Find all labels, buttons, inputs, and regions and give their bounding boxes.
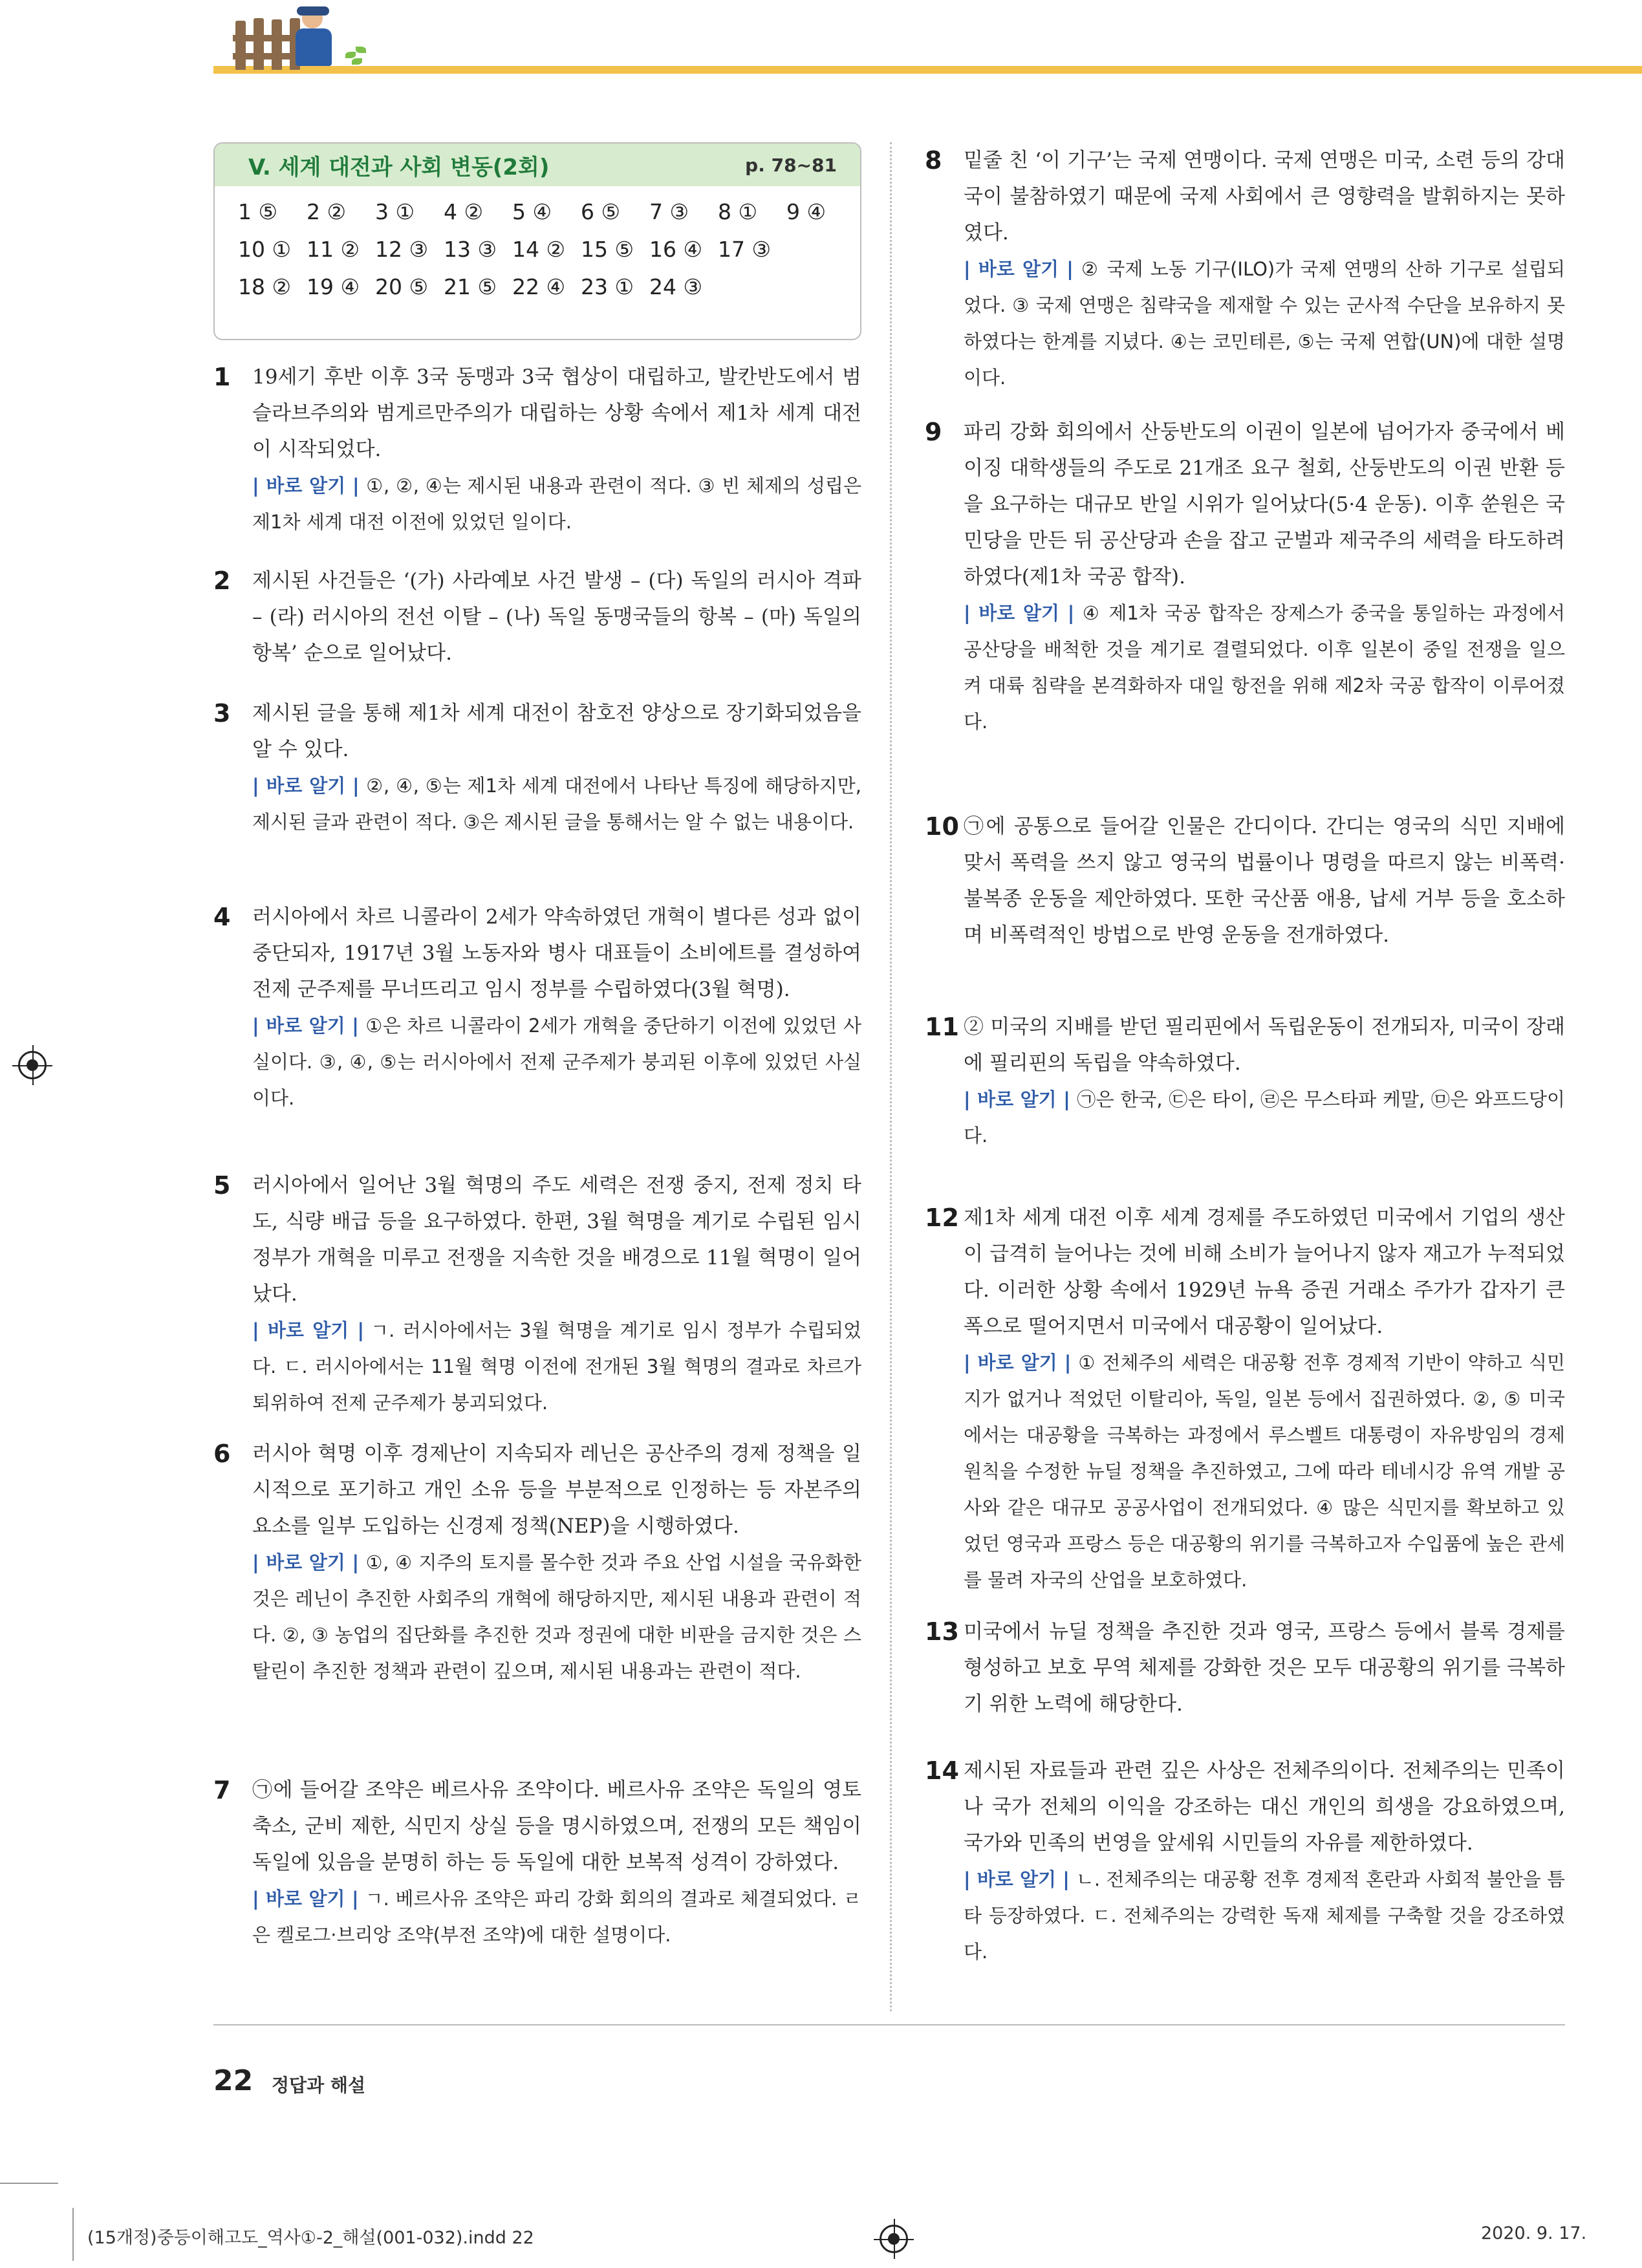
note-text: ② 국제 노동 기구(ILO)가 국제 연맹의 산하 기구로 설립되었다. ③ 국제 연맹은 침략국을 제재할 수 있는 군사적 수단을 보유하지 못하였다는 한계를 지녔다. ④는 코민테른, ⑤는 국제 연합(UN)에 대한 설명이다.	[964, 258, 1566, 389]
answer-item: 1 ⑤	[238, 199, 278, 224]
note-label: | 바로 알기 |	[252, 475, 360, 497]
answer-row	[238, 268, 860, 305]
answer-explanation	[925, 1009, 1565, 1154]
explanation-text: 제시된 글을 통해 제1차 세계 대전이 참호전 양상으로 장기화되었음을 알 수 있다.	[252, 702, 861, 761]
question-number: 10	[925, 812, 959, 841]
correct-note	[964, 595, 1565, 740]
bottom-rule	[213, 2024, 1565, 2025]
note-label: | 바로 알기 |	[252, 1551, 360, 1573]
explanation-text: ㉠에 공통으로 들어갈 인물은 간디이다. 간디는 영국의 식민 지배에 맞서 폭력을 쓰지 않고 영국의 법률이나 명령을 따르지 않는 비폭력·불복종 운동을 제안하였다. 또한 국산품 애용, 납세 거부 등을 호소하며 비폭력적인 방법으로 반영 운동을 전개하였다.	[964, 815, 1565, 947]
registration-mark-icon	[880, 2225, 908, 2253]
answer-item: 8 ①	[718, 199, 758, 224]
answer-item: 18 ②	[238, 274, 292, 299]
explanation-text: 러시아에서 일어난 3월 혁명의 주도 세력은 전쟁 중지, 전제 정치 타도, 식량 배급 등을 요구하였다. 한편, 3월 혁명을 계기로 수립된 임시 정부가 개혁을 미루고 전쟁을 지속한 것을 배경으로 11월 혁명이 일어났다.	[252, 1174, 861, 1306]
answer-explanation	[925, 142, 1565, 396]
question-number: 7	[213, 1776, 231, 1804]
note-label: | 바로 알기 |	[252, 1015, 359, 1037]
question-number: 4	[213, 903, 231, 931]
page-number: 22	[213, 2064, 254, 2097]
note-text: ②, ④, ⑤는 제1차 세계 대전에서 나타난 특징에 해당하지만, 제시된 글과 관련이 적다. ③은 제시된 글을 통해서는 알 수 없는 내용이다.	[252, 775, 861, 833]
answer-explanation	[213, 1167, 861, 1421]
answer-item: 14 ②	[512, 236, 566, 262]
page-label: 정답과 해설	[272, 2075, 365, 2096]
answer-explanation	[925, 808, 1565, 953]
correct-note	[252, 468, 861, 540]
column-divider	[890, 142, 892, 2011]
note-label: | 바로 알기 |	[252, 1888, 359, 1910]
question-number: 13	[925, 1617, 959, 1646]
question-number: 14	[925, 1756, 959, 1785]
answer-item: 3 ①	[375, 199, 415, 224]
note-text: ① 전체주의 세력은 대공황 전후 경제적 기반이 약하고 식민지가 없거나 적었던 이탈리아, 독일, 일본 등에서 집권하였다. ②, ⑤ 미국에서는 대공황을 극복하는 과정에서 루스벨트 대통령이 자유방임의 경제 원칙을 수정한 뉴딜 정책을 추진하였고, 그에 따라 테네시강 유역 개발 공사와 같은 대규모 공공사업이 전개되었다. ④ 많은 식민지를 확보하고 있었던 영국과 프랑스 등은 대공황의 위기를 극복하고자 수입품에 높은 관세를 물려 자국의 산업을 보호하였다.	[964, 1352, 1565, 1591]
note-label: | 바로 알기 |	[964, 602, 1075, 624]
answer-grid	[215, 186, 860, 305]
note-text: ④ 제1차 국공 합작은 장제스가 중국을 통일하는 과정에서 공산당을 배척한 것을 계기로 결렬되었다. 이후 일본이 중일 전쟁을 일으켜 대륙 침략을 본격화하자 대일 항전을 위해 제2차 국공 합작이 이루어졌다.	[964, 602, 1565, 733]
answer-item: 7 ③	[649, 199, 689, 224]
answer-item: 21 ⑤	[444, 274, 497, 299]
answer-item: 9 ④	[786, 199, 826, 224]
answer-explanation	[925, 1753, 1565, 1970]
note-text: ①은 차르 니콜라이 2세가 개혁을 중단하기 이전에 있었던 사실이다. ③, ④, ⑤는 러시아에서 전제 군주제가 붕괴된 이후에 있었던 사실이다.	[252, 1015, 861, 1109]
header-bar	[213, 66, 1642, 74]
answer-explanation	[213, 563, 861, 671]
gardener-illustration	[288, 6, 340, 71]
correct-note	[964, 1081, 1565, 1154]
note-text: ①, ④ 지주의 토지를 몰수한 것과 주요 산업 시설을 국유화한 것은 레닌이 추진한 사회주의 개혁에 해당하지만, 제시된 내용과 관련이 적다. ②, ③ 농업의 집단화를 추진한 것과 정권에 대한 비판을 금지한 것은 스탈린이 추진한 정책과 관련이 깊으며, 제시된 내용과는 관련이 적다.	[252, 1551, 861, 1682]
note-text: ㄱ. 베르사유 조약은 파리 강화 회의의 결과로 체결되었다. ㄹ은 켈로그·브리앙 조약(부전 조약)에 대한 설명이다.	[252, 1888, 861, 1946]
note-label: | 바로 알기 |	[964, 1868, 1070, 1890]
answer-explanation	[213, 695, 861, 840]
question-number: 3	[213, 699, 231, 728]
explanation-text: 19세기 후반 이후 3국 동맹과 3국 협상이 대립하고, 발칸반도에서 범슬라브주의와 범게르만주의가 대립하는 상황 속에서 제1차 세계 대전이 시작되었다.	[252, 365, 861, 461]
correct-note	[252, 1008, 861, 1116]
crop-tick	[72, 2208, 74, 2261]
question-number: 11	[925, 1013, 959, 1041]
answer-summary-box	[213, 142, 861, 340]
print-date: 2020. 9. 17.	[1481, 2223, 1587, 2243]
answer-explanation	[213, 359, 861, 540]
answer-item: 13 ③	[444, 236, 497, 262]
note-text: ㄴ. 전체주의는 대공황 전후 경제적 혼란과 사회적 불안을 틈타 등장하였다. ㄷ. 전체주의는 강력한 독재 체제를 구축할 것을 강조하였다.	[964, 1868, 1565, 1963]
note-label: | 바로 알기 |	[964, 1088, 1070, 1110]
correct-note	[252, 1544, 861, 1689]
answer-item: 23 ①	[581, 274, 634, 299]
answer-explanation	[213, 899, 861, 1116]
answer-explanation	[213, 1436, 861, 1689]
correct-note	[252, 1881, 861, 1953]
correct-note	[964, 251, 1565, 396]
answer-box-header	[215, 144, 860, 186]
section-pages: p. 78~81	[745, 154, 837, 176]
answer-item: 15 ⑤	[581, 236, 634, 262]
answer-item: 4 ②	[444, 199, 484, 224]
answer-item: 5 ④	[512, 199, 552, 224]
registration-mark-icon	[18, 1051, 47, 1079]
note-label: | 바로 알기 |	[964, 1352, 1072, 1374]
correct-note	[964, 1345, 1565, 1598]
answer-explanation	[213, 1772, 861, 1953]
explanation-text: 제시된 자료들과 관련 깊은 사상은 전체주의이다. 전체주의는 민족이나 국가 전체의 이익을 강조하는 대신 개인의 희생을 강요하였으며, 국가와 민족의 번영을 앞세워 시민들의 자유를 제한하였다.	[964, 1759, 1565, 1855]
answer-item: 16 ④	[649, 236, 703, 262]
answer-item: 10 ①	[238, 236, 292, 262]
note-label: | 바로 알기 |	[252, 1319, 365, 1341]
sprout-illustration	[343, 45, 369, 69]
note-label: | 바로 알기 |	[964, 258, 1074, 280]
question-number: 9	[925, 418, 942, 446]
answer-item: 19 ④	[307, 274, 360, 299]
explanation-text: ② 미국의 지배를 받던 필리핀에서 독립운동이 전개되자, 미국이 장래에 필리핀의 독립을 약속하였다.	[964, 1015, 1565, 1075]
answer-row	[238, 230, 860, 268]
explanation-text: 밑줄 친 ‘이 기구’는 국제 연맹이다. 국제 연맹은 미국, 소련 등의 강대국이 불참하였기 때문에 국제 사회에서 큰 영향력을 발휘하지는 못하였다.	[964, 149, 1565, 244]
answer-item: 2 ②	[307, 199, 347, 224]
explanation-text: 제시된 사건들은 ‘(가) 사라예보 사건 발생 – (다) 독일의 러시아 격파 – (라) 러시아의 전선 이탈 – (나) 독일 동맹국들의 항복 – (마) 독일의 항복’ 순으로 일어났다.	[252, 569, 861, 665]
answer-item: 12 ③	[375, 236, 429, 262]
answer-item: 24 ③	[649, 274, 703, 299]
explanation-text: ㉠에 들어갈 조약은 베르사유 조약이다. 베르사유 조약은 독일의 영토 축소, 군비 제한, 식민지 상실 등을 명시하였으며, 전쟁의 모든 책임이 독일에 있음을 분명히 하는 등 독일에 대한 보복적 성격이 강하였다.	[252, 1778, 861, 1874]
explanation-text: 파리 강화 회의에서 산둥반도의 이권이 일본에 넘어가자 중국에서 베이징 대학생들의 주도로 21개조 요구 철회, 산둥반도의 이권 반환 등을 요구하는 대규모 반일 시위가 일어났다(5·4 운동). 이후 쑨원은 국민당을 만든 뒤 공산당과 손을 잡고 군벌과 제국주의 세력을 타도하려 하였다(제1차 국공 합작).	[964, 420, 1565, 589]
section-title: V. 세계 대전과 사회 변동(2회)	[248, 154, 550, 180]
answer-item: 20 ⑤	[375, 274, 429, 299]
crop-line	[0, 2183, 58, 2184]
answer-item: 17 ③	[718, 236, 772, 262]
explanation-text: 러시아 혁명 이후 경제난이 지속되자 레닌은 공산주의 경제 정책을 일시적으로 포기하고 개인 소유 등을 부분적으로 인정하는 등 자본주의 요소를 일부 도입하는 신경제 정책(NEP)을 시행하였다.	[252, 1442, 861, 1538]
explanation-text: 제1차 세계 대전 이후 세계 경제를 주도하였던 미국에서 기업의 생산이 급격히 늘어나는 것에 비해 소비가 늘어나지 않자 재고가 누적되었다. 이러한 상황 속에서 1929년 뉴욕 증권 거래소 주가가 갑자기 큰 폭으로 떨어지면서 미국에서 대공황이 일어났다.	[964, 1206, 1565, 1338]
explanation-text: 미국에서 뉴딜 정책을 추진한 것과 영국, 프랑스 등에서 블록 경제를 형성하고 보호 무역 체제를 강화한 것은 모두 대공황의 위기를 극복하기 위한 노력에 해당한다.	[964, 1620, 1565, 1716]
question-number: 2	[213, 567, 231, 595]
question-number: 5	[213, 1171, 231, 1200]
explanation-text: 러시아에서 차르 니콜라이 2세가 약속하였던 개혁이 별다른 성과 없이 중단되자, 1917년 3월 노동자와 병사 대표들이 소비에트를 결성하여 전제 군주제를 무너뜨리고 임시 정부를 수립하였다(3월 혁명).	[252, 905, 861, 1001]
answer-item: 6 ⑤	[581, 199, 621, 224]
question-number: 12	[925, 1204, 959, 1232]
file-name: (15개정)중등이해고도_역사①-2_해설(001-032).indd 22	[87, 2228, 534, 2248]
answer-row	[238, 193, 860, 230]
question-number: 1	[213, 363, 231, 391]
answer-item: 22 ④	[512, 274, 566, 299]
correct-note	[252, 768, 861, 840]
answer-explanation	[925, 1614, 1565, 1722]
note-label: | 바로 알기 |	[252, 775, 360, 797]
note-text: ①, ②, ④는 제시된 내용과 관련이 적다. ③ 빈 체제의 성립은 제1차 세계 대전 이전에 있었던 일이다.	[252, 475, 861, 533]
question-number: 8	[925, 146, 942, 175]
note-text: ㄱ. 러시아에서는 3월 혁명을 계기로 임시 정부가 수립되었다. ㄷ. 러시아에서는 11월 혁명 이전에 전개된 3월 혁명의 결과로 차르가 퇴위하여 전제 군주제가 붕괴되었다.	[252, 1319, 862, 1414]
correct-note	[964, 1861, 1565, 1970]
note-text: ㉠은 한국, ㉢은 타이, ㉣은 무스타파 케말, ㉤은 와프드당이다.	[964, 1088, 1566, 1147]
answer-item: 11 ②	[307, 236, 360, 262]
correct-note	[252, 1312, 861, 1421]
answer-explanation	[925, 1200, 1565, 1598]
question-number: 6	[213, 1440, 231, 1468]
answer-explanation	[925, 414, 1565, 740]
